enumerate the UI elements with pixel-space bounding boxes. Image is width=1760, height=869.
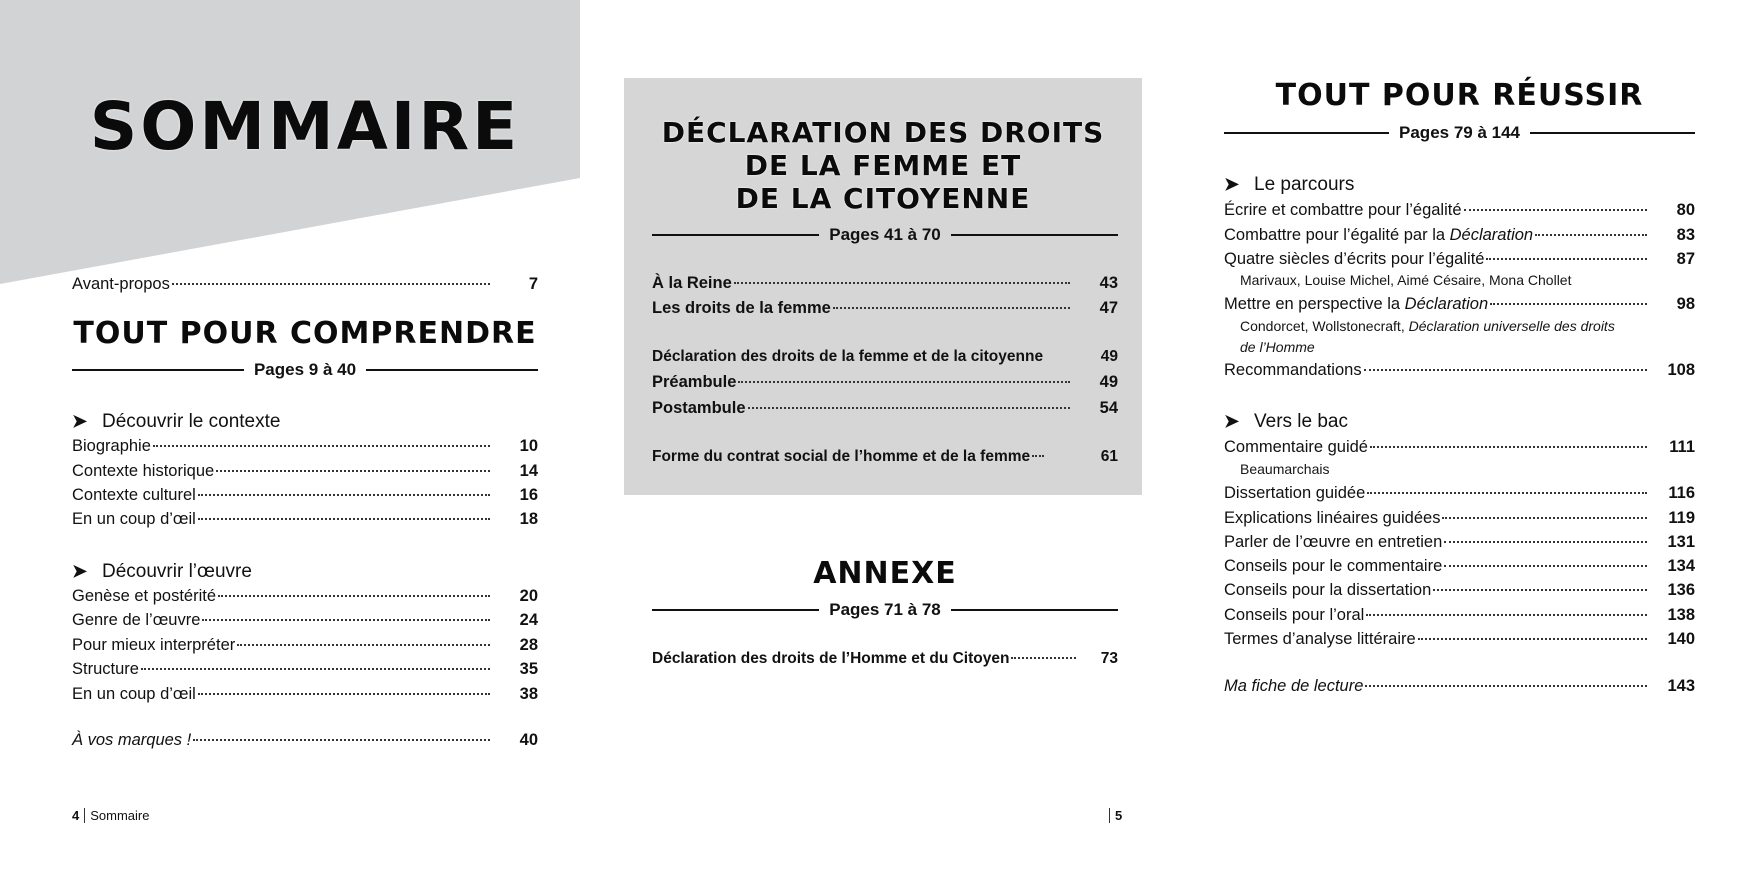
toc-entry[interactable] [1224, 293, 1695, 315]
toc-entry-label [1224, 675, 1363, 697]
toc-entry-label: En un coup d’œil [72, 510, 196, 528]
page-footer-right [1104, 808, 1122, 824]
toc-entry-label: Conseils pour le commentaire [1224, 557, 1443, 575]
group-heading-oeuvre [72, 559, 252, 584]
section-title-annexe: ANNEXE [813, 556, 957, 591]
toc-entry-page: 49 [1099, 373, 1118, 391]
label-italic: Déclaration [1449, 226, 1534, 244]
toc-entry[interactable] [72, 484, 538, 506]
toc-entry-page: 119 [1668, 509, 1695, 527]
dot-leader [141, 668, 490, 670]
toc-entry[interactable] [1224, 604, 1695, 626]
dot-leader [1365, 685, 1647, 687]
toc-entry-detail: Beaumarchais [1240, 461, 1330, 477]
toc-entry-page: 54 [1099, 399, 1118, 417]
toc-entry-label: Pour mieux interpréter [72, 636, 236, 654]
dot-leader [1486, 258, 1647, 260]
toc-entry-page: 49 [1100, 348, 1118, 365]
divider-line [72, 369, 244, 371]
toc-entry[interactable] [72, 634, 538, 656]
toc-entry-page: 138 [1667, 606, 1695, 624]
toc-entry[interactable] [652, 346, 1118, 368]
toc-entry-page: 43 [1099, 274, 1118, 292]
toc-entry-a-vos-marques[interactable] [72, 729, 538, 751]
section-pages-declaration [652, 224, 1118, 246]
section-title-comprendre: TOUT POUR COMPRENDRE [73, 316, 537, 351]
toc-entry-page: 18 [519, 510, 538, 528]
toc-entry-page: 7 [528, 275, 538, 293]
toc-entry-page: 61 [1100, 448, 1118, 465]
dot-leader [1364, 369, 1647, 371]
pages-range: Pages 41 à 70 [829, 225, 941, 244]
toc-entry-page: 87 [1676, 250, 1695, 268]
divider-line [652, 609, 819, 611]
dot-leader [1444, 565, 1647, 567]
toc-entry-page: 143 [1667, 677, 1695, 695]
detail-text: Condorcet, Wollstonecraft, [1240, 318, 1409, 334]
toc-entry-page: 16 [519, 486, 538, 504]
toc-entry-label: Conseils pour l’oral [1224, 606, 1365, 624]
section-title-declaration [624, 116, 1142, 215]
toc-entry-page: 10 [519, 437, 538, 455]
toc-entry-fiche-lecture[interactable] [1224, 675, 1695, 697]
toc-entry-label: Structure [72, 660, 139, 678]
label-italic: Déclaration [1404, 295, 1489, 313]
label-text: Mettre en perspective la [1224, 295, 1405, 313]
pages-range: Pages 71 à 78 [829, 600, 941, 619]
toc-entry-label: Écrire et combattre pour l’égalité [1224, 201, 1462, 219]
toc-entry[interactable] [1224, 579, 1695, 601]
dot-leader [738, 381, 1070, 383]
arrowhead-icon: ➤ [72, 411, 88, 431]
divider-line [1224, 132, 1389, 134]
toc-entry[interactable] [652, 272, 1118, 294]
page-title: SOMMAIRE [89, 88, 521, 165]
toc-entry[interactable] [1224, 436, 1695, 458]
toc-entry-detail [1240, 316, 1615, 336]
toc-entry-label: Termes d’analyse littéraire [1224, 630, 1416, 648]
toc-entry-label [1224, 293, 1488, 315]
page-number: 4 [72, 808, 80, 823]
dot-leader [1418, 638, 1647, 640]
toc-entry-label: Explications linéaires guidées [1224, 509, 1441, 527]
dot-leader [1370, 446, 1647, 448]
toc-entry-label: À la Reine [652, 274, 732, 292]
toc-entry-label [1224, 224, 1533, 246]
toc-entry[interactable] [72, 435, 538, 457]
section-pages-comprendre [72, 359, 538, 381]
dot-leader [198, 693, 490, 695]
dot-leader [237, 644, 490, 646]
toc-entry[interactable] [72, 658, 538, 680]
toc-entry[interactable] [72, 585, 538, 607]
dot-leader [1464, 209, 1647, 211]
toc-entry-detail: Marivaux, Louise Michel, Aimé Césaire, Mona Chollet [1240, 272, 1572, 288]
toc-entry[interactable] [1224, 628, 1695, 650]
dot-leader [1490, 303, 1647, 305]
toc-entry-page: 116 [1668, 484, 1695, 502]
toc-entry-label: Forme du contrat social de l’homme et de la femme [652, 448, 1031, 465]
dot-leader [1366, 614, 1647, 616]
dot-leader [1444, 541, 1647, 543]
toc-entry-label: Dissertation guidée [1224, 484, 1366, 502]
dot-leader [1011, 657, 1076, 659]
toc-entry-label: Genèse et postérité [72, 587, 217, 605]
dot-leader [202, 619, 490, 621]
dot-leader [1367, 492, 1647, 494]
dot-leader [172, 283, 490, 285]
toc-entry[interactable] [1224, 531, 1695, 553]
footer-separator [1109, 808, 1110, 823]
toc-entry[interactable] [72, 508, 538, 530]
dot-leader [198, 518, 490, 520]
toc-entry-page: 24 [519, 611, 538, 629]
toc-entry[interactable] [72, 683, 538, 705]
dot-leader [734, 282, 1070, 284]
toc-entry-detail [1240, 337, 1315, 357]
title-line: DÉCLARATION DES DROITS [661, 116, 1105, 149]
divider-line [366, 369, 538, 371]
divider-line [951, 234, 1118, 236]
dot-leader [1535, 234, 1647, 236]
toc-entry-label: Contexte historique [72, 462, 215, 480]
dot-leader [216, 470, 490, 472]
title-line: DE LA FEMME ET [744, 149, 1022, 182]
detail-italic: de l’Homme [1240, 339, 1315, 355]
toc-entry-page: 98 [1676, 295, 1695, 313]
toc-entry-label: Recommandations [1224, 361, 1362, 379]
toc-entry[interactable] [72, 609, 538, 631]
title-line: DE LA CITOYENNE [735, 182, 1031, 215]
page-number: 5 [1115, 808, 1123, 823]
page-footer-left [72, 808, 149, 824]
toc-entry[interactable] [1224, 224, 1695, 246]
toc-entry-label: Genre de l’œuvre [72, 611, 201, 629]
toc-entry[interactable] [652, 371, 1118, 393]
toc-entry-page: 47 [1099, 299, 1118, 317]
toc-entry-page: 131 [1667, 533, 1695, 551]
dot-leader [748, 407, 1070, 409]
toc-entry-label: Conseils pour la dissertation [1224, 581, 1432, 599]
toc-entry-label: Parler de l’œuvre en entretien [1224, 533, 1443, 551]
toc-entry[interactable] [652, 446, 1118, 468]
toc-entry-page: 20 [519, 587, 538, 605]
toc-entry-label: Les droits de la femme [652, 299, 831, 317]
toc-entry-label: Avant-propos [72, 275, 170, 293]
toc-entry[interactable] [1224, 199, 1695, 221]
toc-entry-label: Préambule [652, 373, 737, 391]
toc-entry-label: Quatre siècles d’écrits pour l’égalité [1224, 250, 1485, 268]
dot-leader [1442, 517, 1647, 519]
group-heading-parcours [1224, 172, 1354, 197]
toc-entry-page: 83 [1676, 226, 1695, 244]
divider-line [1530, 132, 1695, 134]
section-pages-annexe [652, 599, 1118, 621]
toc-entry-page: 28 [519, 636, 538, 654]
toc-entry[interactable] [652, 297, 1118, 319]
dot-leader [193, 739, 490, 741]
dot-leader [1433, 589, 1647, 591]
divider-line [652, 234, 819, 236]
footer-label: Sommaire [90, 808, 150, 823]
arrowhead-icon: ➤ [72, 561, 88, 581]
toc-entry-page: 14 [519, 462, 538, 480]
group-heading-contexte [72, 409, 280, 434]
toc-entry[interactable] [1224, 248, 1695, 270]
toc-entry-page: 111 [1669, 438, 1695, 456]
toc-entry-page: 40 [519, 731, 538, 749]
pages-range: Pages 9 à 40 [253, 360, 357, 379]
toc-entry[interactable] [1224, 359, 1695, 381]
toc-entry[interactable] [72, 460, 538, 482]
toc-entry-page: 108 [1667, 361, 1695, 379]
toc-entry[interactable] [652, 397, 1118, 419]
dot-leader [218, 595, 490, 597]
group-heading-label: Vers le bac [1254, 411, 1348, 432]
group-heading-label: Découvrir l’œuvre [102, 561, 252, 582]
pages-range: Pages 79 à 144 [1399, 123, 1520, 142]
dot-leader [1032, 455, 1044, 457]
group-heading-label: Découvrir le contexte [102, 411, 281, 432]
detail-italic: Déclaration universelle des droits [1408, 318, 1615, 334]
footer-separator [84, 808, 85, 823]
arrowhead-icon: ➤ [1224, 174, 1240, 194]
toc-entry[interactable] [1224, 507, 1695, 529]
label-text: Combattre pour l’égalité par la [1224, 226, 1450, 244]
section-title-reussir: TOUT POUR RÉUSSIR [1275, 78, 1644, 113]
toc-entry-page: 134 [1667, 557, 1695, 575]
toc-entry-label [72, 729, 191, 751]
toc-entry-page: 80 [1676, 201, 1695, 219]
toc-entry-label: Contexte culturel [72, 486, 196, 504]
toc-entry[interactable] [652, 648, 1118, 670]
toc-entry-label: Biographie [72, 437, 151, 455]
section-pages-reussir [1224, 122, 1695, 144]
divider-line [951, 609, 1118, 611]
arrowhead-icon: ➤ [1224, 411, 1240, 431]
toc-entry-label: Postambule [652, 399, 746, 417]
dot-leader [153, 445, 490, 447]
toc-entry-label: Déclaration des droits de l’Homme et du Citoyen [652, 650, 1010, 667]
group-heading-label: Le parcours [1254, 174, 1355, 195]
toc-entry-page: 35 [519, 660, 538, 678]
toc-entry-label: Déclaration des droits de la femme et de la citoyenne [652, 348, 1044, 365]
group-heading-bac [1224, 409, 1348, 434]
dot-leader [198, 494, 490, 496]
toc-entry-label-italic: Ma fiche de lecture [1224, 677, 1364, 695]
toc-entry-page: 140 [1667, 630, 1695, 648]
toc-entry-page: 73 [1100, 650, 1118, 667]
toc-entry-label: En un coup d’œil [72, 685, 196, 703]
toc-entry-label-italic: À vos marques ! [72, 731, 192, 749]
toc-entry[interactable] [1224, 555, 1695, 577]
toc-entry-page: 38 [519, 685, 538, 703]
toc-entry-label: Commentaire guidé [1224, 438, 1368, 456]
toc-entry[interactable] [1224, 482, 1695, 504]
dot-leader [833, 307, 1070, 309]
toc-entry-page: 136 [1667, 581, 1695, 599]
toc-entry-avant-propos[interactable] [72, 273, 538, 295]
